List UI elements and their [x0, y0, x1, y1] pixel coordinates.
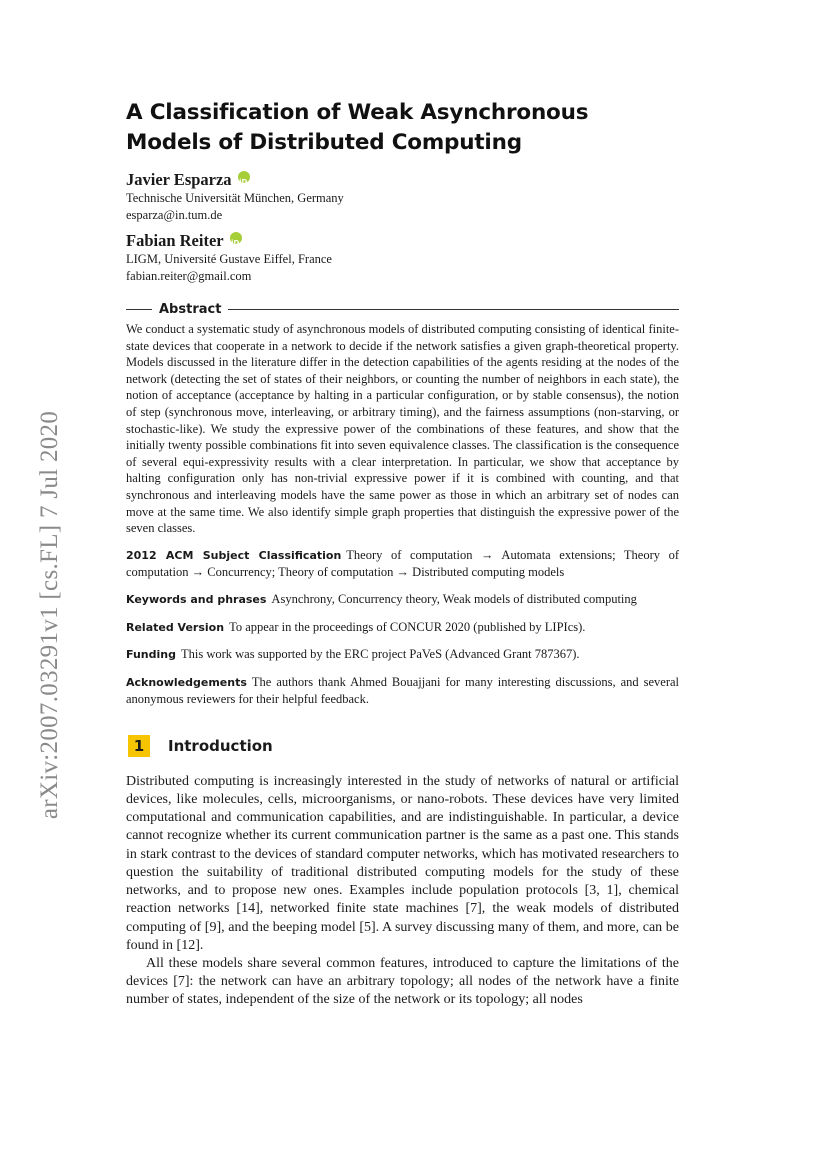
author-affiliation: Technische Universität München, Germany: [126, 191, 344, 205]
arxiv-stamp: arXiv:2007.03291v1 [cs.FL] 7 Jul 2020: [36, 410, 63, 820]
author-affiliation: LIGM, Université Gustave Eiffel, France: [126, 252, 332, 266]
abstract-label: Abstract: [159, 302, 222, 317]
meta-text: Theory of computation → Automata extensions; Theory of computation → Concurrency; Theory of computation → Distributed computing models: [126, 547, 679, 580]
author-name: Javier Esparza: [126, 170, 232, 189]
acm-classification: [126, 547, 679, 581]
section-title: Introduction: [168, 736, 273, 755]
author-block: [126, 231, 679, 284]
body-paragraph: All these models share several common features, introduced to capture the limitations of the devices [7]: the network can have an arbitrary topology; all nodes of the network have a finite number of states, independent of the size of the network or its topology; all nodes: [126, 955, 679, 1008]
divider: [126, 309, 152, 310]
paper-title: A Classification of Weak Asynchronous Models of Distributed Computing: [126, 100, 589, 155]
related-version: [126, 619, 679, 637]
divider: [228, 309, 679, 310]
body-paragraph: Distributed computing is increasingly interested in the study of networks of natural or artificial devices, like molecules, cells, microorganisms, or nano-robots. These devices have very limited computational and communication capabilities, and are indistinguishable. In particular, a device cannot recognize whether its current communication partner is the same as a past one. This stands in stark contrast to the devices of standard computer networks, which has motivated researchers to question the suitability of traditional distributed computing models for the study of these networks, and to propose new ones. Examples include population protocols [3, 1], chemical reaction networks [14], networked finite state machines [7], the weak models of distributed computing of [9], and the beeping model [5]. A survey discussing many of them, and more, can be found in [12].: [126, 773, 679, 953]
meta-text: To appear in the proceedings of CONCUR 2020 (published by LIPIcs).: [229, 619, 586, 634]
meta-heading: 2012 ACM Subject Classification: [126, 548, 342, 562]
funding: [126, 646, 679, 664]
meta-heading: Funding: [126, 648, 176, 662]
meta-text: The authors thank Ahmed Bouajjani for many interesting discussions, and several anonymous reviewers for their helpful feedback.: [126, 674, 679, 707]
meta-heading: Acknowledgements: [126, 675, 247, 689]
acknowledgements: [126, 674, 679, 708]
meta-heading: Keywords and phrases: [126, 592, 267, 606]
abstract-text: We conduct a systematic study of asynchronous models of distributed computing consisting of identical finite-state devices that cooperate in a network to decide if the network satisfies a given graph-theoretical property. Models discussed in the literature differ in the detection capabilities of the agents residing at the nodes of the network (detecting the set of states of their neighbors, or counting the number of neighbors in each state), the notion of acceptance (acceptance by halting in a particular configuration, or by stable consensus), the notion of step (synchronous move, interleaving, or arbitrary timing), and the fairness assumptions (non-starving, or stochastic-like). We study the expressive power of the combinations of these features, and show that the initially twenty possible combinations fit into seven equivalence classes. The classification is the consequence of several equi-expressivity results with a clear interpretation. In particular, we show that acceptance by halting configuration only has non-trivial expressive power if it is combined with counting, and that synchronous and interleaving models have the same power as those in which an arbitrary set of nodes can move at the same time. We also identify simple graph properties that distinguish the expressive power of the seven classes.: [126, 322, 679, 536]
meta-text: Asynchrony, Concurrency theory, Weak models of distributed computing: [271, 591, 637, 606]
orcid-icon[interactable]: [230, 232, 242, 244]
author-email: esparza@in.tum.de: [126, 207, 223, 222]
orcid-icon[interactable]: [238, 171, 250, 183]
keywords: [126, 591, 679, 609]
section-heading: [126, 735, 679, 757]
author-block: [126, 170, 679, 223]
section-number: 1: [128, 735, 150, 757]
author-email: fabian.reiter@gmail.com: [126, 268, 252, 283]
abstract-header: [126, 302, 679, 317]
author-name: Fabian Reiter: [126, 231, 224, 250]
meta-text: This work was supported by the ERC project PaVeS (Advanced Grant 787367).: [180, 647, 580, 662]
meta-heading: Related Version: [126, 620, 225, 634]
paper-page: [126, 98, 679, 1010]
